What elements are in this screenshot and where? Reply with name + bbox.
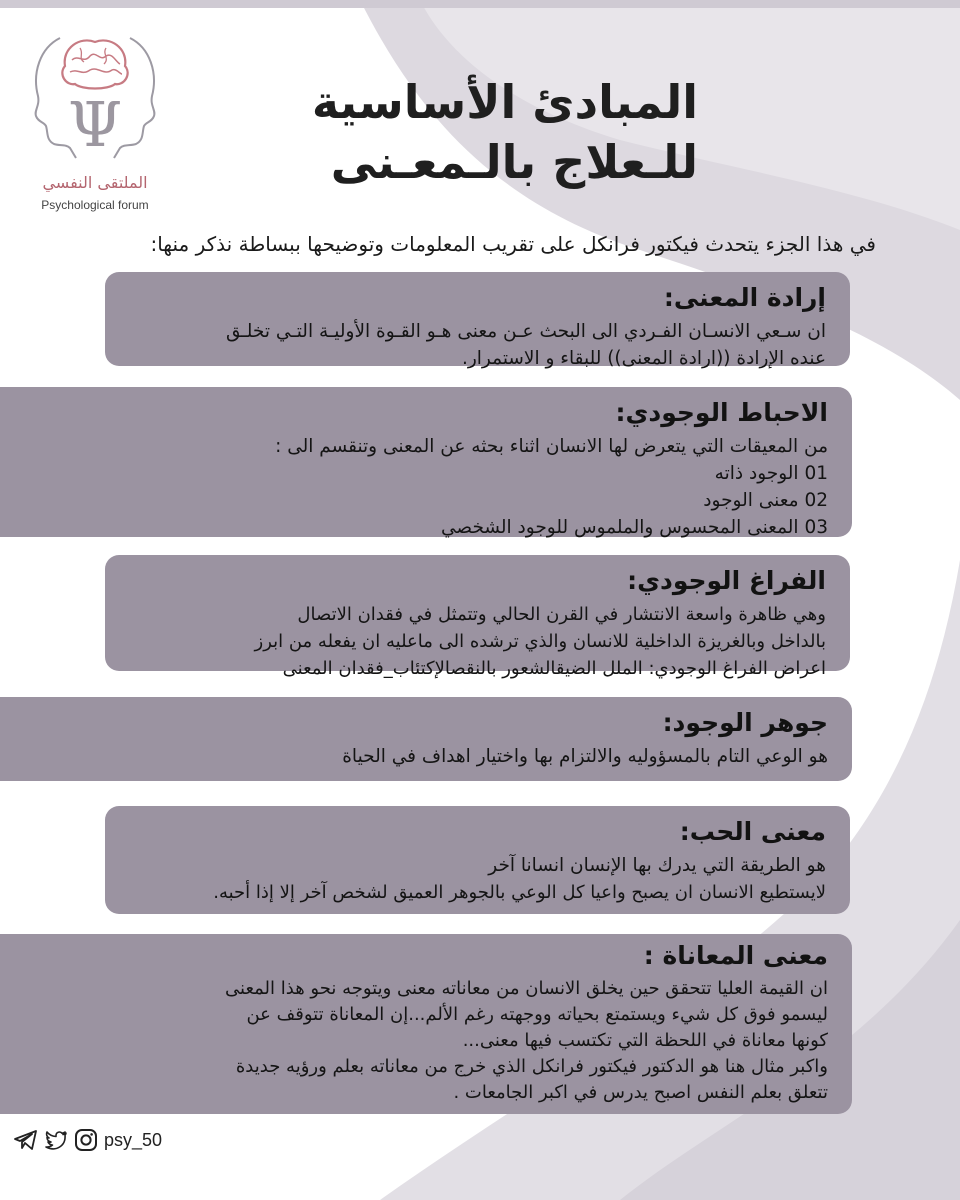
instagram-icon[interactable] (74, 1128, 98, 1152)
card-heading: معنى المعاناة : (643, 941, 828, 970)
page-title (178, 72, 698, 192)
card-heading: الفراغ الوجودي: (627, 566, 826, 595)
card-line: عنده الإرادة ((ارادة المعنى)) للبقاء و الاستمرار. (461, 348, 826, 369)
psi-symbol: Ψ (67, 88, 123, 161)
card-line: ليسمو فوق كل شيء ويستمتع بحياته ووجهته رغم الألم...إن المعاناة تتوقف عن (246, 1004, 828, 1025)
brain-head-logo-icon (20, 18, 170, 168)
forum-logo (20, 18, 170, 212)
card-line: لايستطيع الانسان ان يصبح واعيا كل الوعي بالجوهر العميق لشخص آخر إلا إذا أحبه. (213, 882, 826, 903)
card-meaning-of-suffering (0, 934, 852, 1114)
card-line: 01 الوجود ذاته (714, 463, 828, 484)
card-heading: جوهر الوجود: (662, 708, 828, 737)
intro-text: في هذا الجزء يتحدث فيكتور فرانكل على تقريب المعلومات وتوضيحها ببساطة نذكر منها: (150, 232, 876, 256)
card-line: هو الطريقة التي يدرك بها الإنسان انسانا آخر (488, 855, 826, 876)
card-existential-frustration (0, 387, 852, 537)
card-essence-of-existence (0, 697, 852, 781)
card-line: وهي ظاهرة واسعة الانتشار في القرن الحالي وتتمثل في فقدان الاتصال (297, 604, 826, 625)
social-handle[interactable]: psy_50 (104, 1129, 163, 1150)
card-line: تتعلق بعلم النفس اصبح يدرس في اكبر الجامعات . (453, 1082, 828, 1103)
card-heading: الاحباط الوجودي: (615, 398, 828, 427)
card-line: بالداخل وبالغريزة الداخلية للانسان والذي ترشده الى ماعليه ان يفعله من ابرز (254, 631, 826, 652)
card-heading: معنى الحب: (679, 817, 826, 846)
telegram-icon[interactable] (14, 1129, 38, 1151)
title-line-2: للـعلاج بالـمعـنى (330, 135, 698, 189)
social-footer (14, 1128, 162, 1152)
logo-english-name: Psychological forum (41, 198, 149, 212)
card-line: ان القيمة العليا تتحقق حين يخلق الانسان من معاناته معنى ويتوجه نحو هذا المعنى (225, 978, 828, 999)
card-line: من المعيقات التي يتعرض لها الانسان اثناء بحثه عن المعنى وتنقسم الى : (275, 436, 828, 457)
card-heading: إرادة المعنى: (663, 283, 826, 312)
card-line: 03 المعنى المحسوس والملموس للوجود الشخصي (440, 517, 828, 538)
card-line: كونها معاناة في اللحظة التي تكتسب فيها معنى... (462, 1030, 828, 1051)
twitter-icon[interactable] (44, 1129, 68, 1151)
card-line: ان سـعي الانسـان الفـردي الى البحث عـن معنى هـو القـوة الأوليـة التـي تخلـق (225, 321, 826, 342)
card-will-to-meaning (105, 272, 850, 369)
card-meaning-of-love (105, 806, 850, 914)
card-line: واكبر مثال هنا هو الدكتور فيكتور فرانكل الذي خرج من معاناته بعلم ورؤيه جديدة (235, 1056, 828, 1077)
card-existential-vacuum (105, 555, 850, 679)
card-line: اعراض الفراغ الوجودي: الملل الضيقالشعور بالنقصالإكتئاب_فقدان المعنى (282, 658, 826, 679)
logo-arabic-name: الملتقى النفسي (42, 173, 148, 192)
card-line: 02 معنى الوجود (703, 490, 828, 511)
title-line-1: المبادئ الأساسية (311, 75, 698, 129)
card-line: هو الوعي التام بالمسؤوليه والالتزام بها واختيار اهداف في الحياة (342, 746, 828, 767)
